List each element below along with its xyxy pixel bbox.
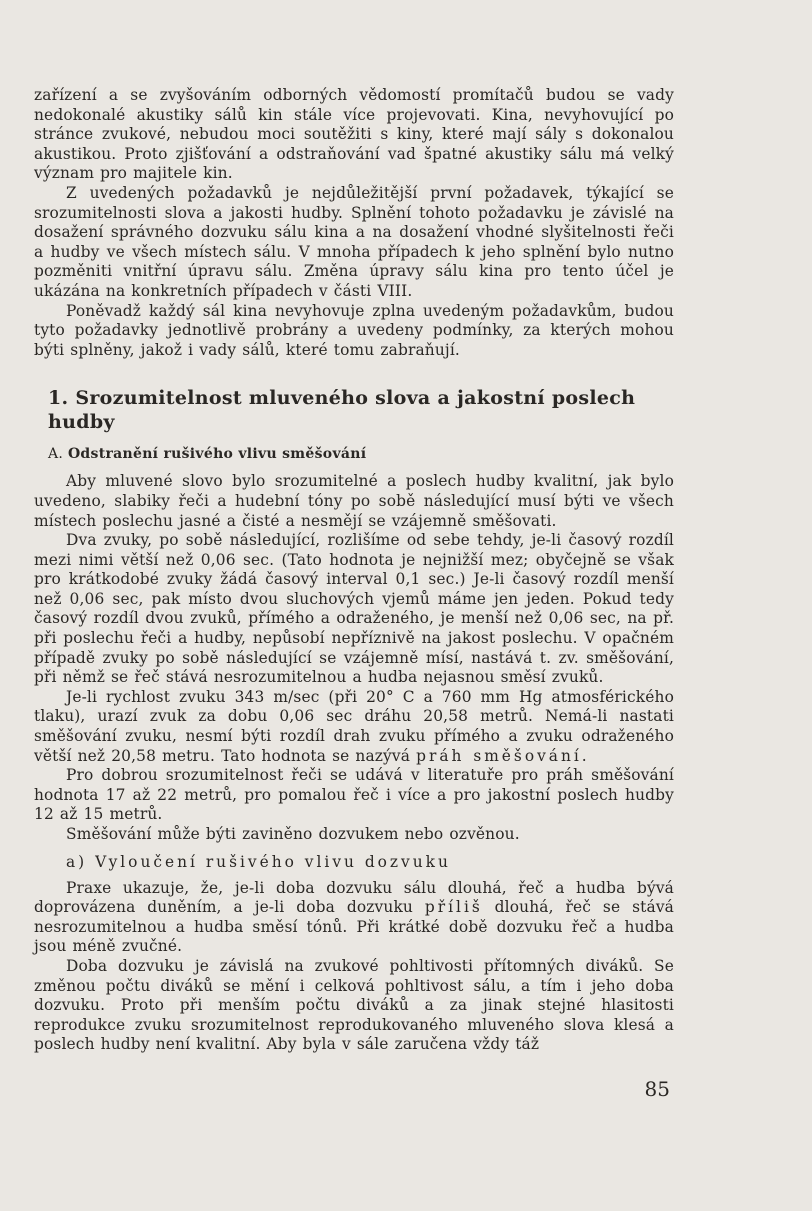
- body-paragraph-6-end: dlouhá, řeč se stává nesrozumitelnou a hudba směsí tónů. Při krátké době dozvuku řeč a hudba jsou méně zvučné.: [34, 898, 674, 956]
- body-paragraph-4: Pro dobrou srozumitelnost řeči se udává v literatuře pro práh směšování hodnota 17 až 22 metrů, pro pomalou řeč i více a pro jakostní poslech hudby 12 až 15 metrů.: [34, 766, 674, 824]
- body-paragraph-1: Aby mluvené slovo bylo srozumitelné a poslech hudby kvalitní, jak bylo uvedeno, slabiky řeči a hudební tóny po sobě následující musí býti ve všech místech poslechu jasné a čisté a nesmějí se vzájemně směšovati.: [34, 472, 674, 530]
- term-prah-smesovani: práh směšování.: [416, 746, 590, 765]
- intro-paragraph-3: Poněvadž každý sál kina nevyhovuje zplna uvedeným požadavkům, budou tyto požadavky jednotlivě probrány a uvedeny podmínky, za kterých mohou býti splněny, jakož i vady sálů, které tomu zabraňují.: [34, 301, 674, 359]
- body-paragraph-6: [34, 879, 674, 957]
- intro-paragraph-2: Z uvedených požadavků je nejdůležitější první požadavek, týkající se srozumitelnosti slova a jakosti hudby. Splnění tohoto požadavku je závislé na dosažení správného dozvuku sálu kina a na dosažení vhodné slyšitelnosti řeči a hudby ve všech místech sálu. V mnoha případech k jeho splnění bylo nutno pozměniti vnitřní úpravu sálu. Změna úpravy sálu kina pro tento účel je ukázána na konkretních případech v části VIII.: [34, 183, 674, 300]
- body-paragraph-3: [34, 688, 674, 766]
- body-paragraph-3-text: Je-li rychlost zvuku 343 m/sec (při 20° C a 760 mm Hg atmosférického tlaku), urazí zvuk za dobu 0,06 sec dráhu 20,58 metrů. Nemá-li nastati směšování zvuku, nesmí býti rozdíl drah zvuku přímého a zvuku odraženého větší než 20,58 metru. Tato hodnota se nazývá: [34, 687, 674, 765]
- subsection-letter: A.: [48, 446, 64, 463]
- page-number: 85: [644, 1077, 670, 1101]
- section-heading: 1. Srozumitelnost mluveného slova a jakostní poslech hudby: [48, 387, 636, 434]
- subsection-title: Odstranění rušivého vlivu směšování: [67, 446, 367, 463]
- body-paragraph-5: Směšování může býti zaviněno dozvukem nebo ozvěnou.: [66, 825, 520, 843]
- subsection-heading: [48, 444, 674, 464]
- minor-heading-dozvuk: a) Vyloučení rušivého vlivu dozvuku: [66, 852, 451, 871]
- body-paragraph-6-start: Praxe ukazuje, že, je-li doba dozvuku sálu dlouhá, řeč a hudba bývá doprovázena duněním, a je-li doba dozvuku: [34, 878, 674, 917]
- body-paragraph-7: Doba dozvuku je závislá na zvukové pohltivosti přítomných diváků. Se změnou počtu diváků se mění i celková pohltivost sálu, a tím i jeho doba dozvuku. Proto při menším počtu diváků a za jinak stejné hlasitosti reprodukce zvuku srozumitelnost reprodukovaného mluveného slova klesá a poslech hudby není kvalitní. Aby byla v sále zaručena vždy táž: [34, 956, 674, 1054]
- term-prilis: příliš: [424, 898, 483, 917]
- body-paragraph-2: Dva zvuky, po sobě následující, rozlišíme od sebe tehdy, je-li časový rozdíl mezi nimi větší než 0,06 sec. (Tato hodnota je nejnižší mez; obyčejně se však pro krátkodobé zvuky žádá časový interval 0,1 sec.) Je-li časový rozdíl menší než 0,06 sec, pak místo dvou sluchových vjemů máme jen jeden. Pokud tedy časový rozdíl dvou zvuků, přímého a odraženého, je menší než 0,06 sec, na př. při poslechu řeči a hudby, nepůsobí nepříznivě na jakost poslechu. V opačném případě zvuky po sobě následující se vzájemně mísí, nastává t. zv. směšování, při němž se řeč stává nesrozumitelnou a hudba nejasnou směsí zvuků.: [34, 531, 674, 687]
- intro-paragraph-1: zařízení a se zvyšováním odborných vědomostí promítačů budou se vady nedokonalé akustiky sálů kin stále více projevovati. Kina, nevyhovující po stránce zvukové, nebudou moci soutěžiti s kiny, které mají sály s dokonalou akustikou. Proto zjišťování a odstraňování vad špatné akustiky sálu má velký význam pro majitele kin.: [34, 86, 674, 183]
